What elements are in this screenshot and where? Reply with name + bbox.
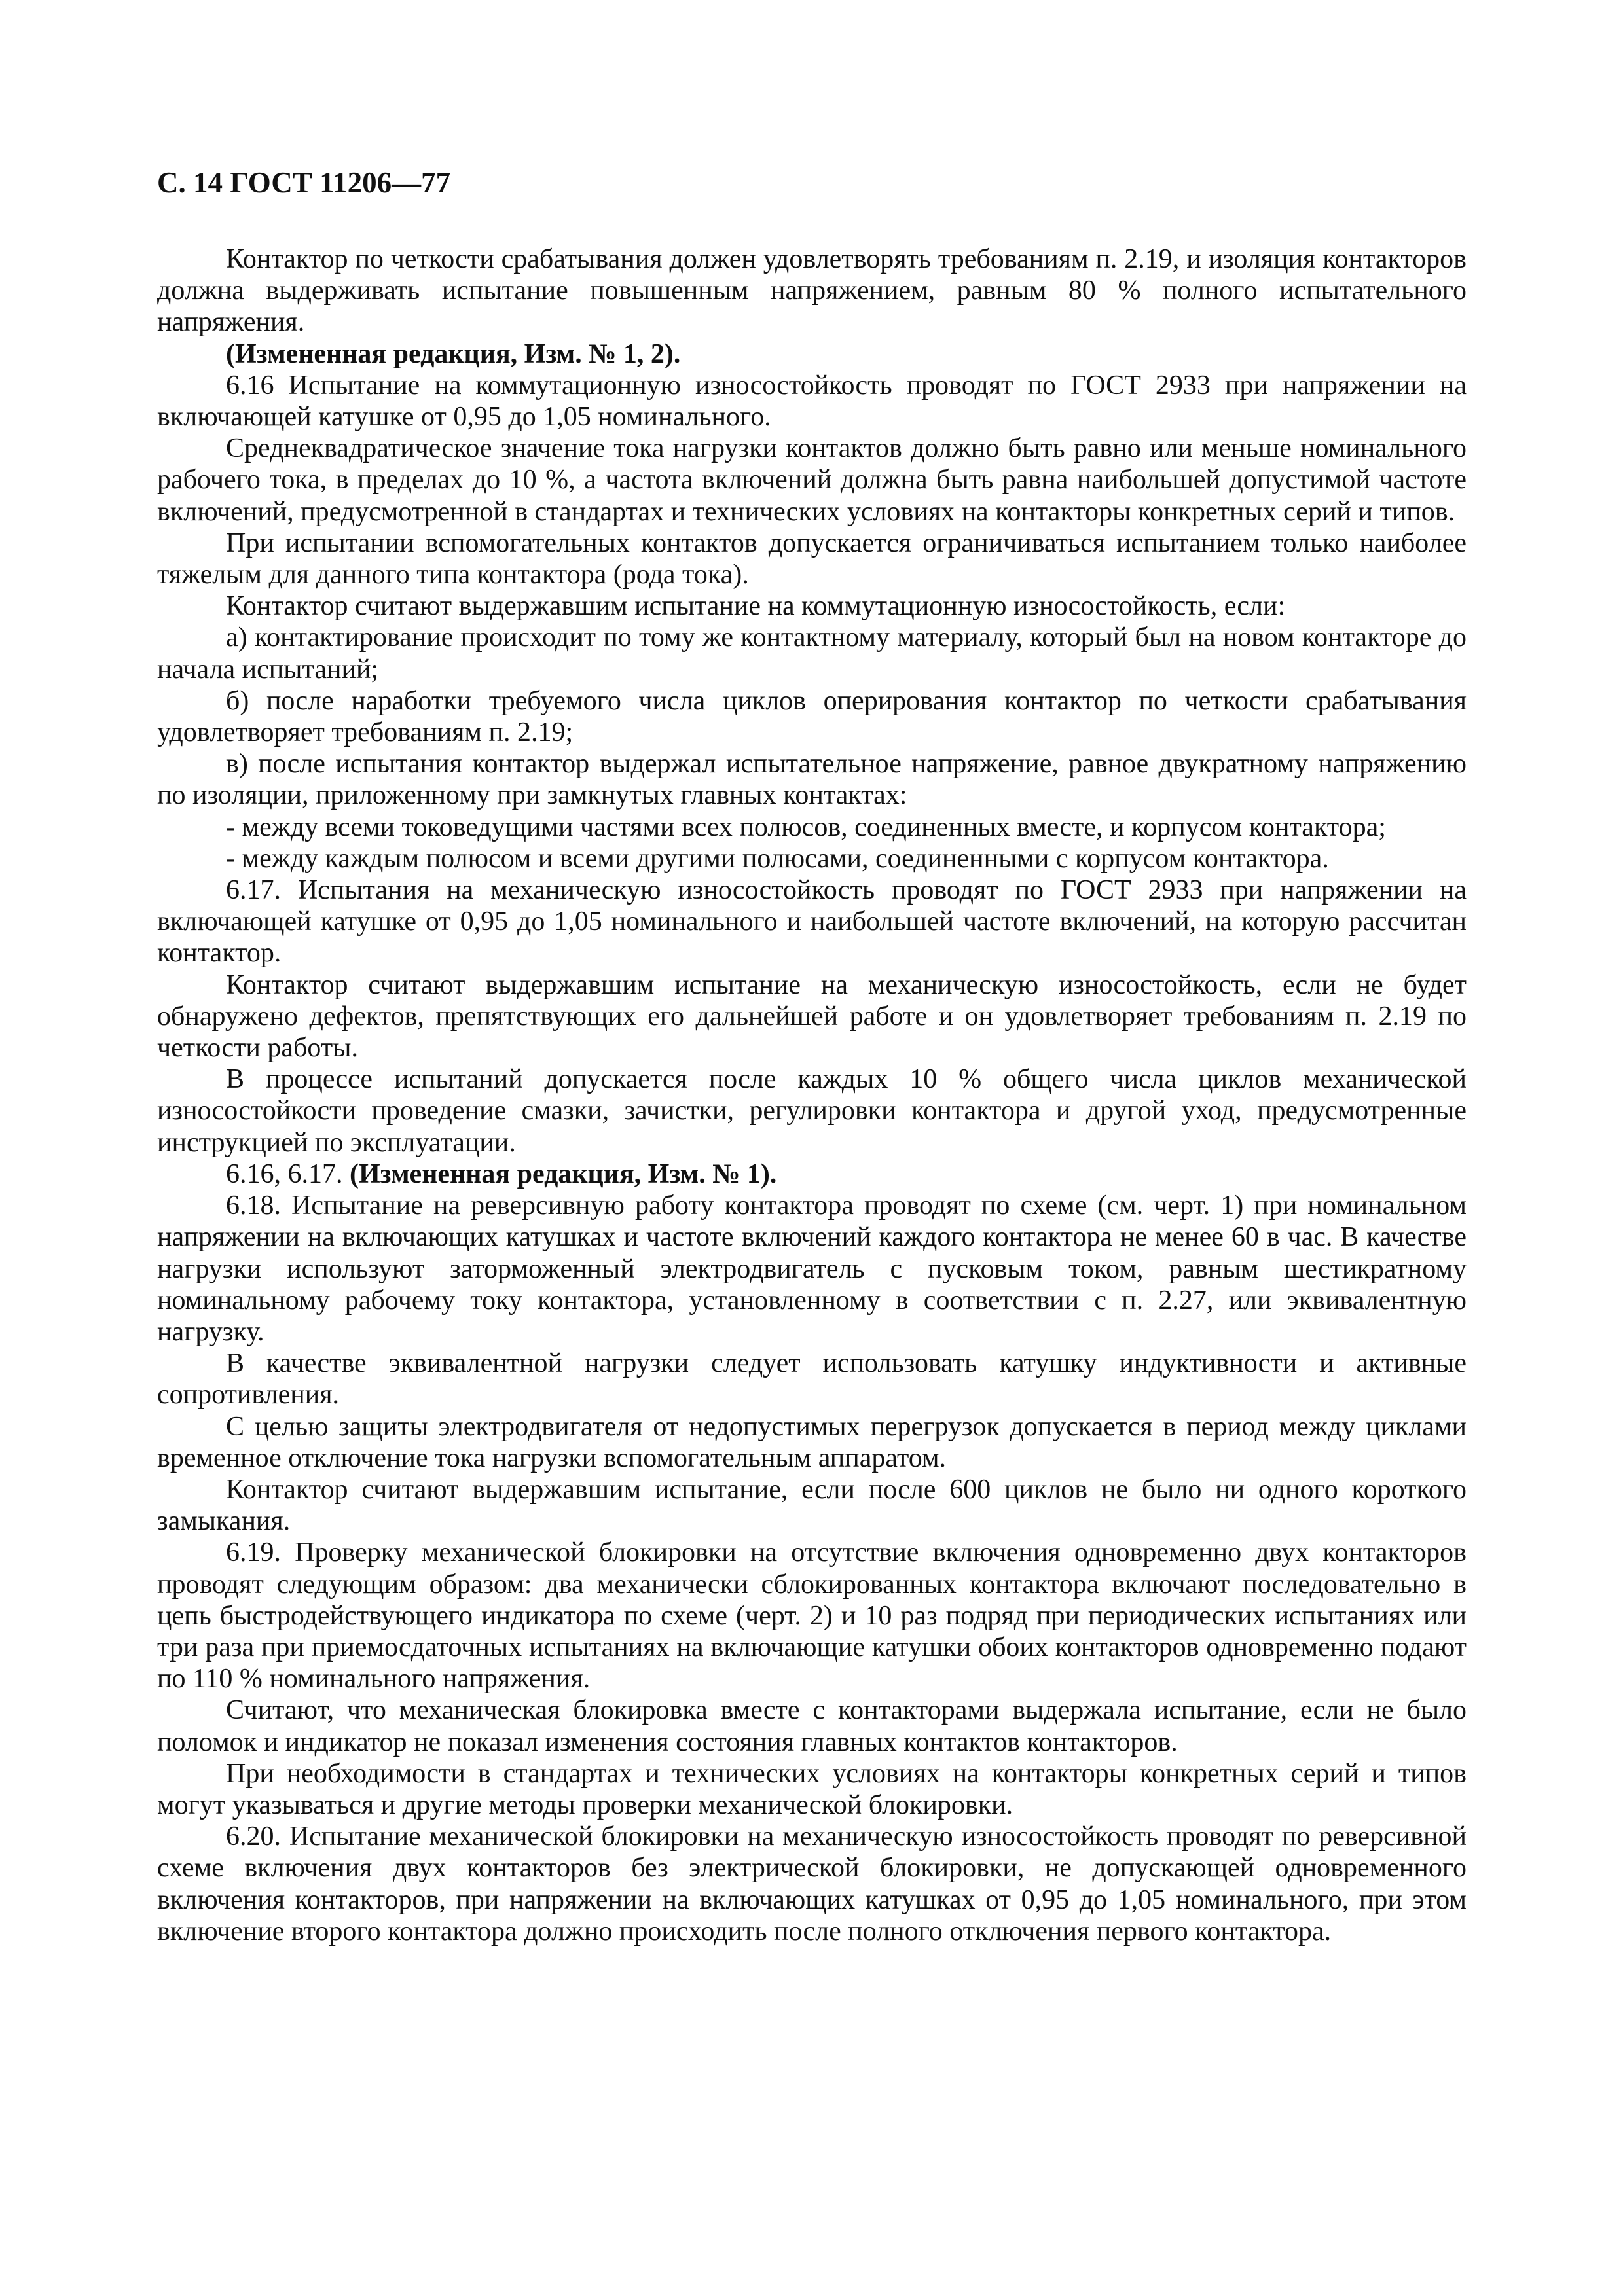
paragraph: При испытании вспомогательных контактов допускается ограничиваться испытанием только наиболее тяжелым для данного типа контактора (рода тока).: [157, 528, 1467, 590]
list-item: а) контактирование происходит по тому же контактному материалу, который был на новом контакторе до начала испытаний;: [157, 622, 1467, 685]
paragraph: В качестве эквивалентной нагрузки следует использовать катушку индуктивности и активные сопротивления.: [157, 1348, 1467, 1410]
paragraph: 6.16 Испытание на коммутационную износостойкость проводят по ГОСТ 2933 при напряжении на включающей катушке от 0,95 до 1,05 номинального.: [157, 370, 1467, 433]
paragraph: Контактор считают выдержавшим испытание, если после 600 циклов не было ни одного короткого замыкания.: [157, 1474, 1467, 1537]
revision-note: [157, 1158, 1467, 1190]
paragraph: Контактор считают выдержавшим испытание на коммутационную износостойкость, если:: [226, 591, 1286, 622]
paragraph: 6.19. Проверку механической блокировки на отсутствие включения одновременно двух контакторов проводят следующим образом: два механически сблокированных контактора включают последовательно в цепь быстродействующего индикатора по схеме (черт. 2) и 10 раз подряд при периодических испытаниях или три раза при приемосдаточных испытаниях на включающие катушки обоих контакторов одновременно подают по 110 % номинального напряжения.: [157, 1537, 1467, 1695]
list-item: - между каждым полюсом и всеми другими полюсами, соединенными с корпусом контактора.: [226, 843, 1329, 874]
revision-note-text: (Измененная редакция, Изм. № 1).: [350, 1158, 777, 1189]
paragraph: 6.20. Испытание механической блокировки на механическую износостойкость проводят по реверсивной схеме включения двух контакторов без электрической блокировки, не допускающей одновременного включения контакторов, при напряжении на включающих катушках от 0,95 до 1,05 номинального, при этом включение второго контактора должно происходить после полного отключения первого контактора.: [157, 1821, 1467, 1946]
paragraph: Контактор по четкости срабатывания должен удовлетворять требованиям п. 2.19, и изоляция контакторов должна выдерживать испытание повышенным напряжением, равным 80 % полного испытательного напряжения.: [157, 244, 1467, 338]
revision-note-prefix: 6.16, 6.17.: [226, 1158, 350, 1189]
revision-note: (Измененная редакция, Изм. № 1, 2).: [226, 338, 681, 369]
paragraph: С целью защиты электродвигателя от недопустимых перегрузок допускается в период между циклами временное отключение тока нагрузки вспомогательным аппаратом.: [157, 1411, 1467, 1473]
list-item: - между всеми токоведущими частями всех полюсов, соединенных вместе, и корпусом контактора;: [226, 812, 1386, 842]
paragraph: Среднеквадратическое значение тока нагрузки контактов должно быть равно или меньше номинального рабочего тока, в пределах до 10 %, а частота включений должна быть равна наибольшей допустимой частоте включений, предусмотренной в стандартах и технических условиях на контакторы конкретных серий и типов.: [157, 433, 1467, 527]
list-item: в) после испытания контактор выдержал испытательное напряжение, равное двукратному напряжению по изоляции, приложенному при замкнутых главных контактах:: [157, 749, 1467, 811]
paragraph: В процессе испытаний допускается после каждых 10 % общего числа циклов механической износостойкости проведение смазки, зачистки, регулировки контактора и другой уход, предусмотренные инструкцией по эксплуатации.: [157, 1064, 1467, 1158]
paragraph: 6.17. Испытания на механическую износостойкость проводят по ГОСТ 2933 при напряжении на включающей катушке от 0,95 до 1,05 номинального и наибольшей частоте включений, на которую рассчитан контактор.: [157, 875, 1467, 969]
list-item: б) после наработки требуемого числа циклов оперирования контактор по четкости срабатывания удовлетворяет требованиям п. 2.19;: [157, 685, 1467, 748]
paragraph: При необходимости в стандартах и технических условиях на контакторы конкретных серий и типов могут указываться и другие методы проверки механической блокировки.: [157, 1758, 1467, 1820]
paragraph: Считают, что механическая блокировка вместе с контакторами выдержала испытание, если не было поломок и индикатор не показал изменения состояния главных контактов контакторов.: [157, 1695, 1467, 1757]
document-body: [157, 243, 1467, 1947]
page-header: С. 14 ГОСТ 11206—77: [157, 166, 451, 199]
paragraph: 6.18. Испытание на реверсивную работу контактора проводят по схеме (см. черт. 1) при номинальном напряжении на включающих катушках и частоте включений каждого контактора не менее 60 в час. В качестве нагрузки используют заторможенный электродвигатель с пусковым током, равным шестикратному номинальному рабочему току контактора, установленному в соответствии с п. 2.27, или эквивалентную нагрузку.: [157, 1191, 1467, 1347]
paragraph: Контактор считают выдержавшим испытание на механическую износостойкость, если не будет обнаружено дефектов, препятствующих его дальнейшей работе и он удовлетворяет требованиям п. 2.19 по четкости работы.: [157, 969, 1467, 1064]
